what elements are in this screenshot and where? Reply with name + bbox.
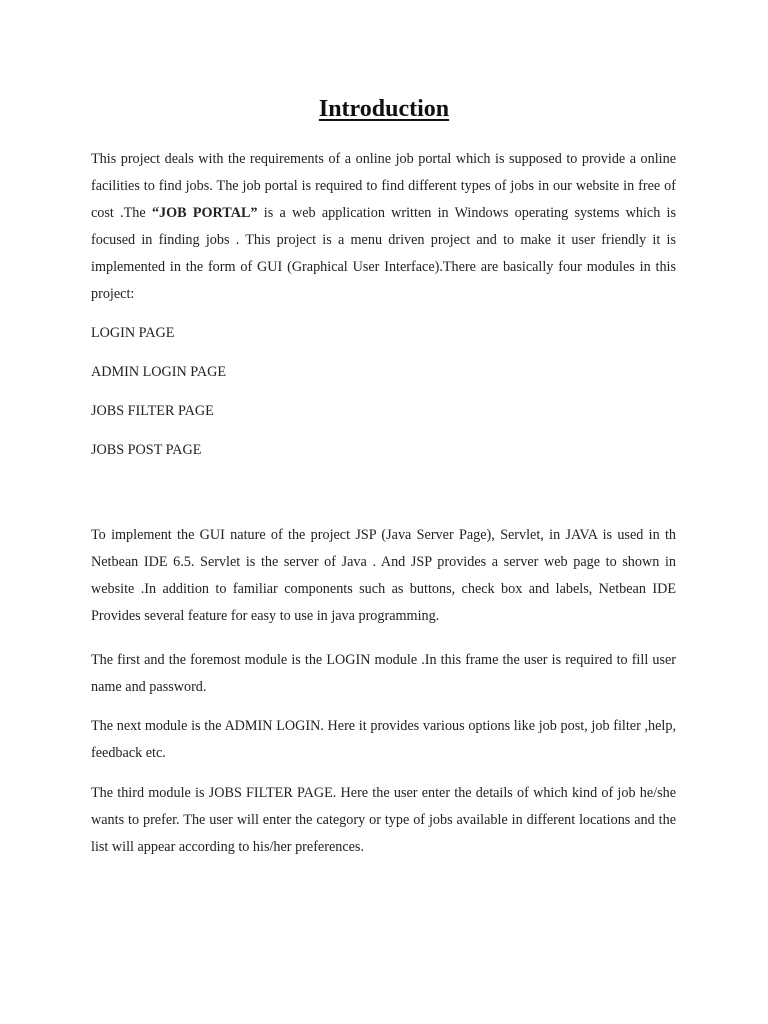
implementation-paragraph: To implement the GUI nature of the project JSP (Java Server Page), Servlet, in JAVA is used in th Netbean IDE 6.5. Servlet is the server of Java . And JSP provides a server web page to shown in website .In addition to familiar components such as buttons, check box and labels, Netbean IDE Provides several feature for easy to use in java programming. (91, 527, 676, 624)
module-item-login: LOGIN PAGE (91, 325, 175, 341)
intro-text-start: This project deals with the requirements of a online job portal which is supposed to provide a online facilities to find jobs. The job portal is required to find different types of jobs in our website in free of cost .The (91, 151, 676, 221)
module-item-admin-login: ADMIN LOGIN PAGE (91, 364, 227, 380)
module-item-jobs-filter: JOBS FILTER PAGE (91, 403, 214, 419)
intro-paragraph (91, 146, 676, 308)
login-module-paragraph: The first and the foremost module is the LOGIN module .In this frame the user is required to fill user name and password. (91, 652, 676, 695)
intro-text-end: is a web application written in Windows operating systems which is focused in finding jobs . This project is a menu driven project and to make it user friendly it is implemented in the form of GUI (Graphical User Interface).There are basically four modules in this project: (91, 205, 676, 302)
filter-module-paragraph: The third module is JOBS FILTER PAGE. Here the user enter the details of which kind of job he/she wants to prefer. The user will enter the category or type of jobs available in different locations and the list will appear according to his/her preferences. (91, 785, 676, 855)
job-portal-emphasis: “JOB PORTAL” (151, 205, 258, 221)
module-item-jobs-post: JOBS POST PAGE (91, 442, 202, 458)
admin-module-paragraph: The next module is the ADMIN LOGIN. Here it provides various options like job post, job filter ,help, feedback etc. (91, 718, 676, 761)
page-title: Introduction (318, 96, 450, 122)
